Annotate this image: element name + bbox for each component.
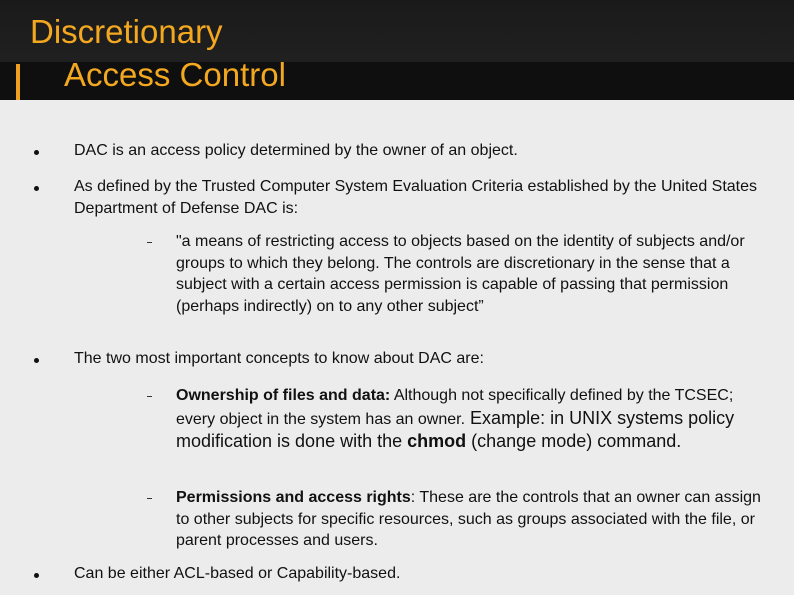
bullet-item-2: As defined by the Trusted Computer System Evaluation Criteria established by the United States Department of Defense DAC is: xyxy=(74,178,758,217)
sub-item-permissions xyxy=(176,487,766,552)
bullet-marker xyxy=(34,150,39,155)
slide-title xyxy=(30,10,286,96)
bullet-item-4: Can be either ACL-based or Capability-based. xyxy=(74,565,401,582)
dash-marker xyxy=(147,396,152,397)
bullet-item-1: DAC is an access policy determined by the owner of an object. xyxy=(74,142,518,159)
slide-header xyxy=(0,0,794,100)
bullet-item-3: The two most important concepts to know about DAC are: xyxy=(74,350,484,367)
bullet-marker xyxy=(34,358,39,363)
ownership-heading: Ownership of files and data: xyxy=(176,387,391,404)
ownership-example: Example: in UNIX systems policy modification is done with the xyxy=(176,407,735,451)
dash-marker xyxy=(147,242,152,243)
dash-marker xyxy=(147,498,152,499)
sub-item-dac-definition: "a means of restricting access to objects based on the identity of subjects and/or groups to which they belong. The controls are discretionary in the sense that a subject with a certain access permission is capable of passing that permission (perhaps indirectly) on to any other subject” xyxy=(176,233,745,315)
title-line-2: Access Control xyxy=(64,56,286,93)
ownership-example-tail: (change mode) command. xyxy=(466,431,682,451)
bullet-marker xyxy=(34,186,39,191)
permissions-text: : These are the controls that an owner can assign to other subjects for specific resources, such as groups associated with the file, or parent processes and users. xyxy=(176,489,761,549)
title-line-1: Discretionary xyxy=(30,13,223,50)
accent-bar xyxy=(16,64,20,100)
sub-item-ownership xyxy=(176,385,766,454)
ownership-text: Although not specifically defined by the TCSEC; every object in the system has an owner. xyxy=(176,387,734,428)
slide-content xyxy=(0,100,794,595)
bullet-marker xyxy=(34,573,39,578)
chmod-command: chmod xyxy=(407,431,467,451)
permissions-heading: Permissions and access rights xyxy=(176,489,411,506)
